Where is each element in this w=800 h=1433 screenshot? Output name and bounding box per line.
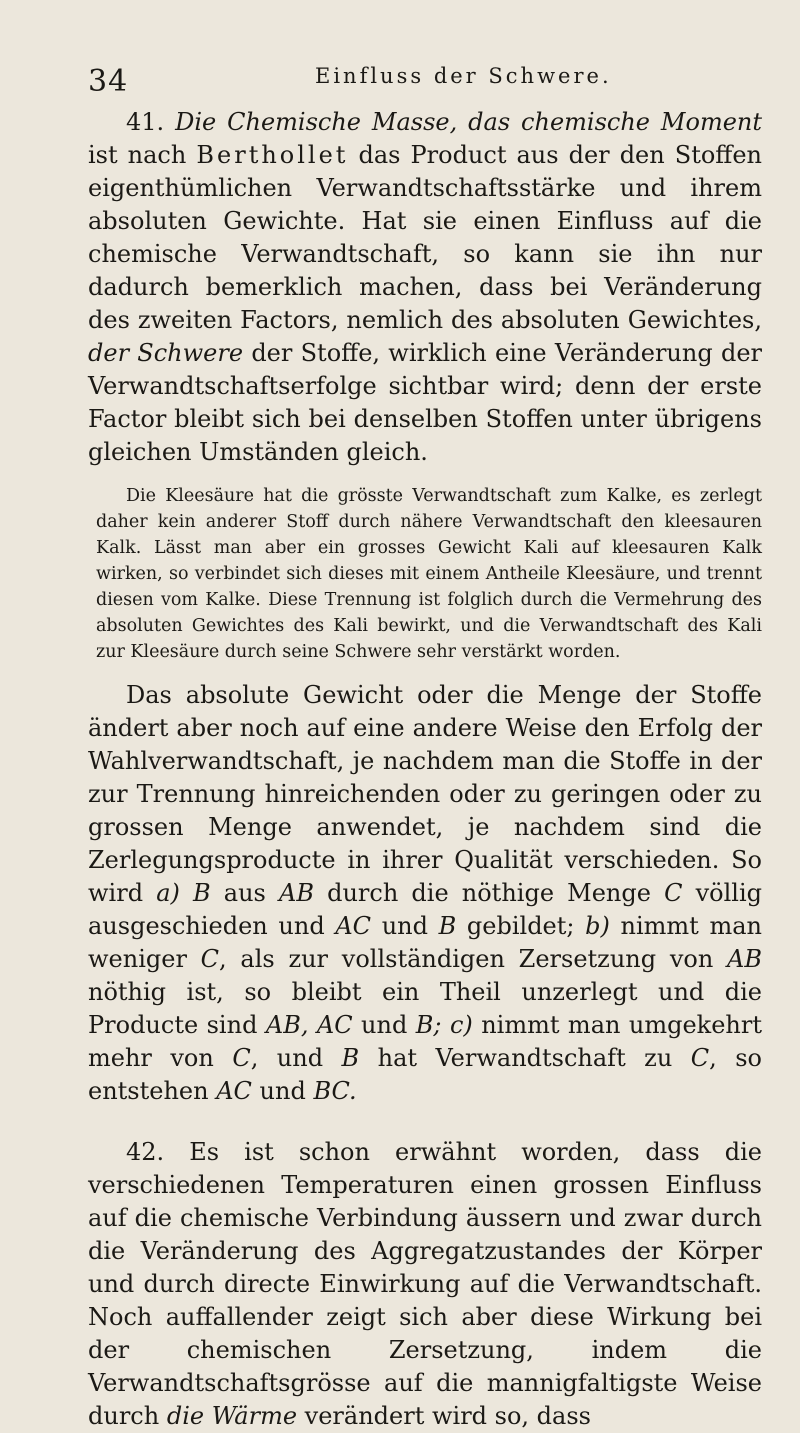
section-41-paragraph: 41. Die Chemische Masse, das chemische Moment ist nach Berthollet das Product aus der den Stoffen eigenthümlichen Verwandtschaftsstärke und ihrem absoluten Gewichte. Hat sie einen Einfluss auf die chemische Verwandtschaft, so kann sie ihn nur dadurch bemerklich machen, dass bei Veränderung des zweiten Factors, nemlich des absoluten Gewichtes, der Schwere der Stoffe, wirklich eine Veränderung der Verwandtschaftserfolge sichtbar wird; denn der erste Factor bleibt sich bei denselben Stoffen unter übrigens gleichen Umständen gleich. (88, 108, 763, 466)
author-name: Berthollet (196, 141, 349, 169)
section-title: Die Chemische Masse, das chemische Moment (175, 108, 763, 136)
page-number: 34 (88, 64, 129, 99)
section-number: 41. (126, 108, 165, 136)
note-paragraph: Die Kleesäure hat die grösste Verwandtschaft zum Kalke, es zerlegt daher kein anderer Stoff durch nähere Verwandtschaft den kleesauren Kalk. Lässt man aber ein grosses Gewicht Kali auf kleesauren Kalk wirken, so verbindet sich dieses mit einem Antheile Kleesäure, und trennt diesen vom Kalke. Diese Trennung ist folglich durch die Vermehrung des absoluten Gewichtes des Kali bewirkt, und die Verwandtschaft des Kali zur Kleesäure durch seine Schwere sehr verstärkt worden. (96, 486, 762, 662)
running-title: Einfluss der Schwere. (315, 64, 612, 88)
page-header (88, 58, 762, 106)
paragraph-absolute-weight: Das absolute Gewicht oder die Menge der Stoffe ändert aber noch auf eine andere Weise den Erfolg der Wahlverwandtschaft, je nachdem man die Stoffe in der zur Trennung hinreichenden oder zu geringen oder zu grossen Menge anwendet, je nachdem sind die Zerlegungsproducte in ihrer Qualität verschieden. So wird a) B aus AB durch die nöthige Menge C völlig ausgeschieden und AC und B gebildet; b) nimmt man weniger C, als zur vollständigen Zersetzung von AB nöthig ist, so bleibt ein Theil unzerlegt und die Producte sind AB, AC und B; c) nimmt man umgekehrt mehr von C, und B hat Verwandtschaft zu C, so entstehen AC und BC. (88, 681, 763, 1105)
section-42-paragraph: 42. Es ist schon erwähnt worden, dass die verschiedenen Temperaturen einen grossen Einfluss auf die chemische Verbindung äussern und zwar durch die Veränderung des Aggregatzustandes der Körper und durch directe Einwirkung auf die Verwandtschaft. Noch auffallender zeigt sich aber diese Wirkung bei der chemischen Zersetzung, indem die Verwandtschaftsgrösse auf die mannigfaltigste Weise durch die Wärme verändert wird so, dass (88, 1138, 762, 1430)
